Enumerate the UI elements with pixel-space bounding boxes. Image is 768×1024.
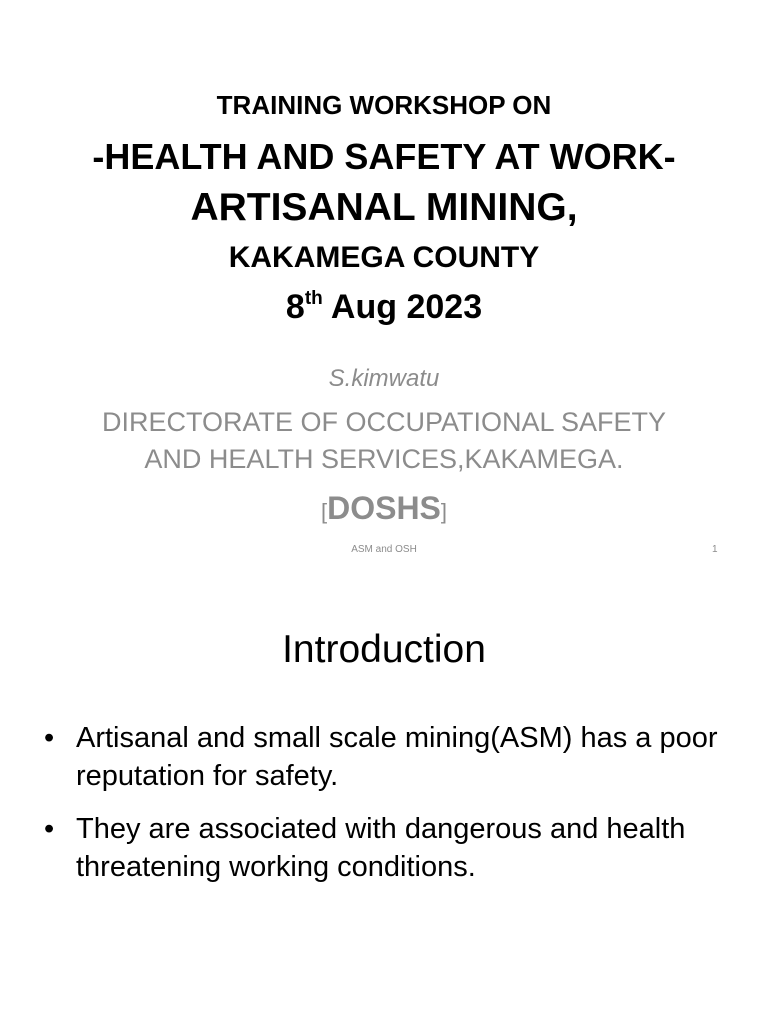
date-day: 8 bbox=[285, 288, 305, 326]
bullet-item bbox=[44, 719, 724, 795]
directorate-line-1: DIRECTORATE OF OCCUPATIONAL SAFETY bbox=[101, 407, 667, 437]
slide-footer: ASM and OSH bbox=[351, 544, 417, 555]
workshop-location: KAKAMEGA COUNTY bbox=[228, 241, 540, 274]
bullet-text: Artisanal and small scale mining(ASM) has a poor reputation for safety. bbox=[76, 722, 718, 792]
bracket-close: ] bbox=[440, 499, 448, 524]
directorate-line-2: AND HEALTH SERVICES,KAKAMEGA. bbox=[144, 444, 624, 474]
acronym-line bbox=[0, 490, 768, 527]
workshop-title-line-1: TRAINING WORKSHOP ON bbox=[216, 90, 552, 120]
slide-2 bbox=[0, 576, 768, 1024]
bracket-open: [ bbox=[320, 499, 328, 524]
workshop-title-line-3: ARTISANAL MINING, bbox=[190, 186, 578, 229]
slide-number: 1 bbox=[712, 544, 718, 555]
slide-title: Introduction bbox=[282, 628, 486, 671]
workshop-date bbox=[0, 288, 768, 327]
bullet-item bbox=[44, 810, 724, 886]
date-suffix: th bbox=[304, 288, 323, 309]
bullet-text: They are associated with dangerous and health threatening working conditions. bbox=[76, 813, 686, 883]
date-rest: Aug 2023 bbox=[322, 288, 483, 326]
workshop-title-line-2: -HEALTH AND SAFETY AT WORK- bbox=[92, 136, 676, 177]
author-name: S.kimwatu bbox=[328, 365, 440, 392]
directorate-acronym: DOSHS bbox=[327, 490, 441, 526]
bullet-icon: • bbox=[44, 722, 55, 754]
bullet-icon: • bbox=[44, 813, 55, 845]
